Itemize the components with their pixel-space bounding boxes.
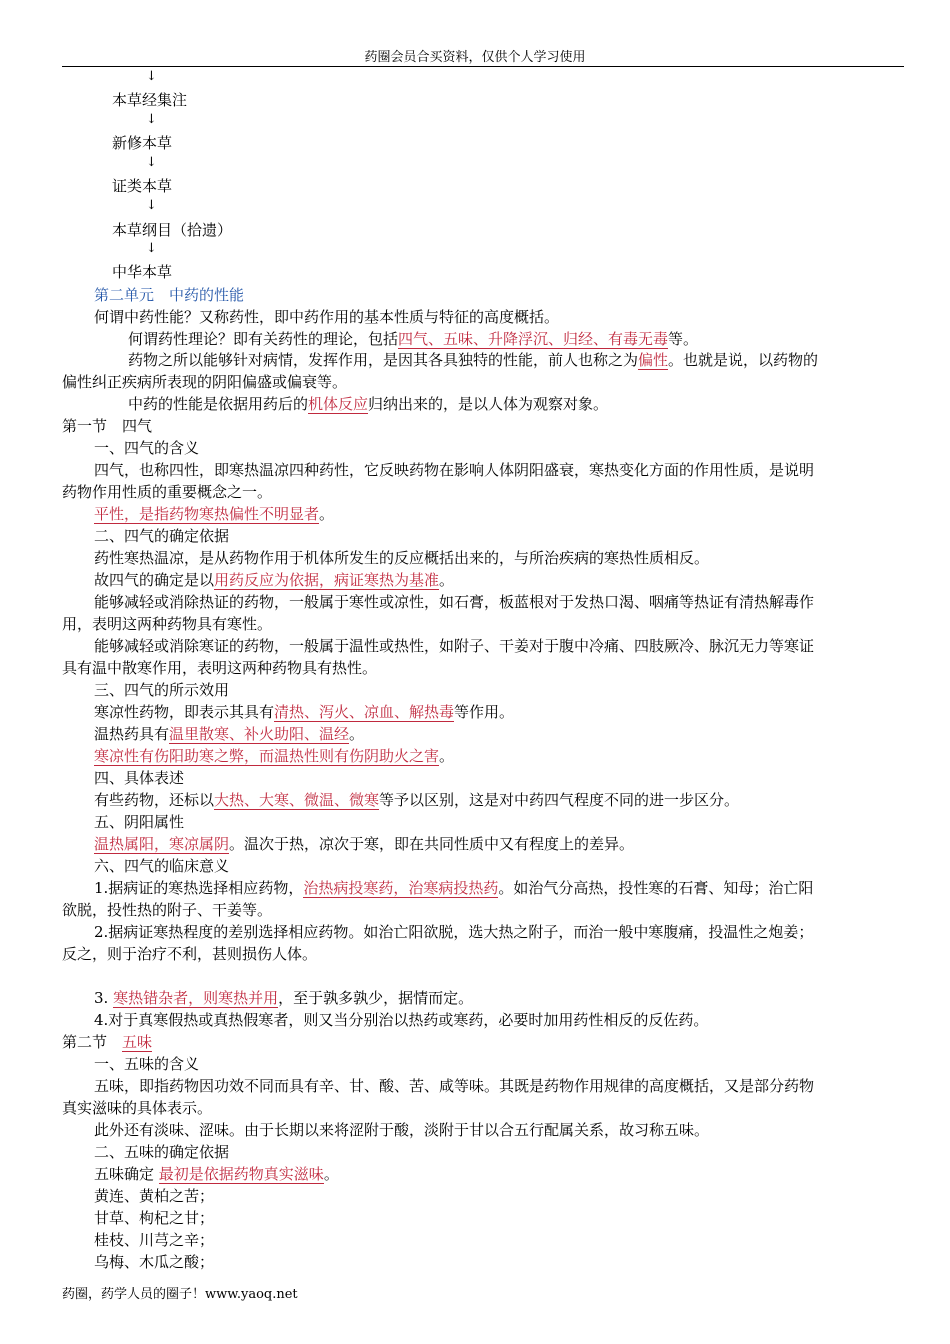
paragraph: 五味确定 最初是依据药物真实滋味。 xyxy=(94,1165,339,1183)
chain-item: 本草纲目（拾遗） xyxy=(112,221,233,239)
unit-title: 第二单元 中药的性能 xyxy=(94,286,245,304)
subheading: 一、四气的含义 xyxy=(94,439,200,457)
highlight: 最初是依据药物真实滋味 xyxy=(158,1165,324,1183)
paragraph: 药性寒热温凉，是从药物作用于机体所发生的反应概括出来的，与所治疾病的寒热性质相反。 xyxy=(94,549,710,567)
paragraph: 四气，也称四性，即寒热温凉四种药性，它反映药物在影响人体阴阳盛衰，寒热变化方面的作用性质，是说明 xyxy=(94,461,815,479)
down-arrow-icon: ↓ xyxy=(146,241,157,256)
paragraph: 欲脱，投性热的附子、干姜等。 xyxy=(62,901,273,919)
header-rule xyxy=(62,66,904,67)
highlight: 寒凉性有伤阳助寒之弊，而温热性则有伤阴助火之害 xyxy=(94,747,440,765)
list-item: 乌梅、木瓜之酸； xyxy=(94,1253,215,1271)
list-item: 黄连、黄柏之苦； xyxy=(94,1187,215,1205)
paragraph: 真实滋味的具体表示。 xyxy=(62,1099,213,1117)
paragraph: 能够减轻或消除热证的药物，一般属于寒性或凉性，如石膏，板蓝根对于发热口渴、咽痛等热证有清热解毒作 xyxy=(94,593,815,611)
chain-item: 证类本草 xyxy=(112,177,173,195)
page-header: 药圈会员合买资料，仅供个人学习使用 xyxy=(364,50,586,65)
highlight: 温热属阳，寒凉属阴 xyxy=(94,835,230,853)
subheading: 六、四气的临床意义 xyxy=(94,857,230,875)
subheading: 四、具体表述 xyxy=(94,769,185,787)
paragraph: 有些药物，还标以大热、大寒、微温、微寒等予以区别，这是对中药四气程度不同的进一步区分。 xyxy=(94,791,740,809)
paragraph: 温热属阳，寒凉属阴。温次于热，凉次于寒，即在共同性质中又有程度上的差异。 xyxy=(94,835,635,853)
chain-item: 中华本草 xyxy=(112,263,173,281)
highlight: 大热、大寒、微温、微寒 xyxy=(214,791,380,809)
paragraph: 反之，则于治疗不利，甚则损伤人体。 xyxy=(62,945,318,963)
paragraph: 偏性纠正疾病所表现的阴阳偏盛或偏衰等。 xyxy=(62,373,348,391)
paragraph: 五味，即指药物因功效不同而具有辛、甘、酸、苦、咸等味。其既是药物作用规律的高度概括，又是部分药物 xyxy=(94,1077,815,1095)
paragraph: 药物之所以能够针对病情，发挥作用，是因其各具独特的性能，前人也称之为偏性。也就是说，以药物的 xyxy=(128,351,819,369)
paragraph: 具有温中散寒作用，表明这两种药物具有热性。 xyxy=(62,659,378,677)
list-item: 甘草、枸杞之甘； xyxy=(94,1209,215,1227)
highlight: 寒热错杂者，则寒热并用 xyxy=(113,989,279,1007)
paragraph: 平性，是指药物寒热偏性不明显者。 xyxy=(94,505,335,523)
highlight: 平性，是指药物寒热偏性不明显者 xyxy=(94,505,320,523)
paragraph: 此外还有淡味、涩味。由于长期以来将涩附于酸，淡附于甘以合五行配属关系，故习称五味。 xyxy=(94,1121,710,1139)
subheading: 五、阴阳属性 xyxy=(94,813,185,831)
highlight: 机体反应 xyxy=(308,395,369,413)
paragraph: 3. 寒热错杂者，则寒热并用，至于孰多孰少，据情而定。 xyxy=(94,989,474,1007)
down-arrow-icon: ↓ xyxy=(146,198,157,213)
highlight: 偏性 xyxy=(638,351,669,369)
paragraph: 1.据病证的寒热选择相应药物，治热病投寒药，治寒病投热药。如治气分高热，投性寒的石膏、知母；治亡阳 xyxy=(94,879,814,897)
highlight: 四气、五味、升降浮沉、归经、有毒无毒 xyxy=(398,330,669,348)
paragraph: 温热药具有温里散寒、补火助阳、温经。 xyxy=(94,725,365,743)
paragraph: 何谓药性理论？即有关药性的理论，包括四气、五味、升降浮沉、归经、有毒无毒等。 xyxy=(128,330,699,348)
list-item: 桂枝、川芎之辛； xyxy=(94,1231,215,1249)
highlight: 治热病投寒药，治寒病投热药 xyxy=(303,879,499,897)
subheading: 二、四气的确定依据 xyxy=(94,527,230,545)
paragraph: 故四气的确定是以用药反应为依据，病证寒热为基准。 xyxy=(94,571,455,589)
paragraph: 4.对于真寒假热或真热假寒者，则又当分别治以热药或寒药，必要时加用药性相反的反佐药。 xyxy=(94,1011,709,1029)
section-title: 第二节 五味 xyxy=(62,1033,153,1051)
down-arrow-icon: ↓ xyxy=(146,69,157,84)
highlight: 温里散寒、补火助阳、温经 xyxy=(169,725,350,743)
subheading: 三、四气的所示效用 xyxy=(94,681,230,699)
highlight: 清热、泻火、凉血、解热毒 xyxy=(274,703,455,721)
down-arrow-icon: ↓ xyxy=(146,112,157,127)
paragraph: 药物作用性质的重要概念之一。 xyxy=(62,483,273,501)
paragraph: 何谓中药性能？又称药性，即中药作用的基本性质与特征的高度概括。 xyxy=(94,308,560,326)
page-footer: 药圈，药学人员的圈子！www.yaoq.net xyxy=(62,1287,298,1302)
subheading: 二、五味的确定依据 xyxy=(94,1143,230,1161)
paragraph: 寒凉性有伤阳助寒之弊，而温热性则有伤阴助火之害。 xyxy=(94,747,455,765)
paragraph: 中药的性能是依据用药后的机体反应归纳出来的，是以人体为观察对象。 xyxy=(128,395,609,413)
chain-item: 本草经集注 xyxy=(112,91,188,109)
highlight: 用药反应为依据，病证寒热为基准 xyxy=(214,571,440,589)
down-arrow-icon: ↓ xyxy=(146,155,157,170)
chain-item: 新修本草 xyxy=(112,134,173,152)
paragraph: 寒凉性药物，即表示其具有清热、泻火、凉血、解热毒等作用。 xyxy=(94,703,515,721)
paragraph: 2.据病证寒热程度的差别选择相应药物。如治亡阳欲脱，选大热之附子，而治一般中寒腹痛，投温性之炮姜； xyxy=(94,923,814,941)
section-title: 第一节 四气 xyxy=(62,417,153,435)
paragraph: 用，表明这两种药物具有寒性。 xyxy=(62,615,273,633)
highlight: 五味 xyxy=(122,1033,153,1051)
paragraph: 能够减轻或消除寒证的药物，一般属于温性或热性，如附子、干姜对于腹中冷痛、四肢厥冷、脉沉无力等寒证 xyxy=(94,637,815,655)
subheading: 一、五味的含义 xyxy=(94,1055,200,1073)
